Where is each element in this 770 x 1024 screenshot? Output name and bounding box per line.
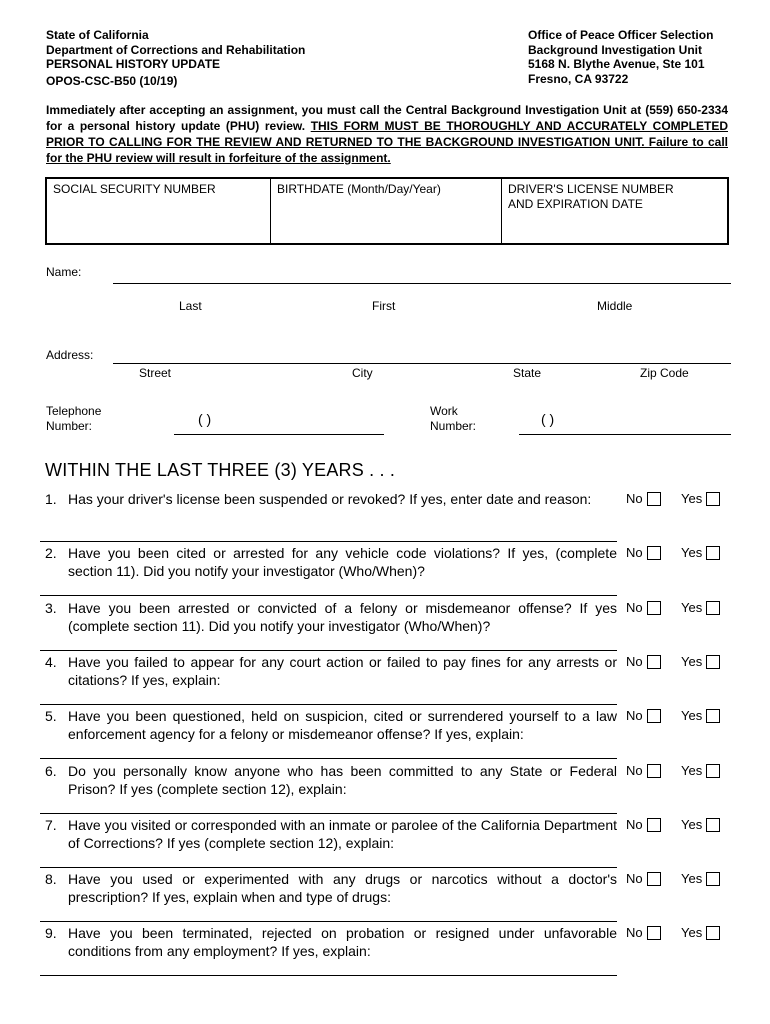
question-4-no-option[interactable] (626, 654, 661, 669)
yes-checkbox[interactable] (706, 655, 720, 669)
yes-label: Yes (681, 817, 703, 832)
birthdate-field[interactable] (271, 179, 502, 243)
question-1-answer-line[interactable] (40, 541, 617, 542)
question-7 (45, 816, 617, 852)
question-6 (45, 762, 617, 798)
yes-checkbox[interactable] (706, 601, 720, 615)
question-2-yes-option[interactable] (681, 545, 720, 560)
question-6-answer-line[interactable] (40, 813, 617, 814)
question-9-answer-line[interactable] (40, 975, 617, 976)
birthdate-label: BIRTHDATE (Month/Day/Year) (277, 182, 441, 196)
question-2-answer-line[interactable] (40, 595, 617, 596)
no-checkbox[interactable] (647, 926, 661, 940)
question-1 (45, 490, 617, 508)
telephone-label-line2: Number: (46, 419, 93, 433)
no-label: No (626, 708, 643, 723)
header-department: Department of Corrections and Rehabilitation (46, 42, 306, 57)
name-first-label: First (372, 299, 396, 313)
question-4 (45, 653, 617, 689)
question-6-yes-option[interactable] (681, 763, 720, 778)
no-checkbox[interactable] (647, 764, 661, 778)
question-6-no-option[interactable] (626, 763, 661, 778)
question-5-no-option[interactable] (626, 708, 661, 723)
question-9-no-option[interactable] (626, 925, 661, 940)
no-label: No (626, 600, 643, 615)
question-3-yes-option[interactable] (681, 600, 720, 615)
question-text: Has your driver's license been suspended or revoked? If yes, enter date and reason: (68, 491, 592, 507)
yes-checkbox[interactable] (706, 926, 720, 940)
question-3-no-option[interactable] (626, 600, 661, 615)
header-state: State of California (46, 28, 149, 42)
address-street-label: Street (139, 366, 172, 380)
address-input-line[interactable] (113, 363, 731, 364)
yes-label: Yes (681, 871, 703, 886)
question-3 (45, 599, 617, 635)
no-checkbox[interactable] (647, 818, 661, 832)
question-5-yes-option[interactable] (681, 708, 720, 723)
question-8-yes-option[interactable] (681, 871, 720, 886)
question-3-answer-line[interactable] (40, 650, 617, 651)
question-number: 6. (45, 763, 57, 779)
telephone-input-line[interactable] (174, 434, 384, 435)
question-number: 2. (45, 545, 57, 561)
question-number: 4. (45, 654, 57, 670)
yes-checkbox[interactable] (706, 546, 720, 560)
question-number: 3. (45, 600, 57, 616)
name-middle-label: Middle (597, 299, 633, 313)
yes-label: Yes (681, 545, 703, 560)
ssn-label: SOCIAL SECURITY NUMBER (53, 182, 216, 196)
no-checkbox[interactable] (647, 546, 661, 560)
header-agency (46, 28, 305, 88)
question-8 (45, 870, 617, 906)
question-4-yes-option[interactable] (681, 654, 720, 669)
no-label: No (626, 871, 643, 886)
address-zip-label: Zip Code (640, 366, 689, 380)
yes-label: Yes (681, 491, 703, 506)
question-number: 9. (45, 925, 57, 941)
work-input-line[interactable] (519, 434, 731, 435)
instructions-warning: THIS FORM MUST BE THOROUGHLY AND ACCURATELY COMPLETED PRIOR TO CALLING FOR THE REVIEW AND RETURNED TO THE BACKGROUND INVESTIGATION UNIT. Failure to call for the PHU review will result in forfeiture of the assignment. (46, 119, 728, 165)
license-label-line1: DRIVER'S LICENSE NUMBER (508, 182, 674, 196)
yes-checkbox[interactable] (706, 492, 720, 506)
question-1-yes-option[interactable] (681, 491, 720, 506)
license-label-line2: AND EXPIRATION DATE (508, 196, 643, 211)
yes-label: Yes (681, 600, 703, 615)
yes-label: Yes (681, 763, 703, 778)
instructions-text: Immediately after accepting an assignment, you must call the Central Background Investigation Unit at (559) 650-2334 for a personal history update (PHU) review. (46, 103, 728, 133)
question-8-no-option[interactable] (626, 871, 661, 886)
question-number: 7. (45, 817, 57, 833)
instructions (46, 102, 728, 166)
question-text: Have you used or experimented with any drugs or narcotics without a doctor's prescription? If yes, explain when and type of drugs: (68, 871, 617, 905)
no-label: No (626, 654, 643, 669)
question-7-yes-option[interactable] (681, 817, 720, 832)
work-label-line1: Work (430, 404, 458, 418)
no-checkbox[interactable] (647, 492, 661, 506)
address-label: Address: (46, 348, 94, 362)
address-state-label: State (513, 366, 542, 380)
telephone-label-line1: Telephone (46, 404, 102, 418)
telephone-area-code: ( ) (198, 411, 212, 427)
question-2-no-option[interactable] (626, 545, 661, 560)
question-number: 8. (45, 871, 57, 887)
question-2 (45, 544, 617, 580)
work-label-line2: Number: (430, 419, 477, 433)
question-text: Have you been questioned, held on suspicion, cited or surrendered yourself to a law enforcement agency for a felony or misdemeanor offense? If yes, explain: (68, 708, 617, 742)
name-input-line[interactable] (113, 283, 731, 284)
header-form-title: PERSONAL HISTORY UPDATE (46, 57, 221, 71)
no-checkbox[interactable] (647, 872, 661, 886)
drivers-license-field[interactable] (502, 179, 727, 243)
work-area-code: ( ) (541, 411, 555, 427)
header-form-number: OPOS-CSC-B50 (10/19) (46, 73, 178, 88)
header-office-name: Office of Peace Officer Selection (528, 28, 714, 42)
question-text: Have you been cited or arrested for any vehicle code violations? If yes, (complete section 11). Did you notify your investigator (Who/When)? (68, 545, 617, 579)
question-text: Have you failed to appear for any court action or failed to pay fines for any arrests or citations? If yes, explain: (68, 654, 617, 688)
header-office (528, 28, 713, 86)
question-5-answer-line[interactable] (40, 758, 617, 759)
no-label: No (626, 545, 643, 560)
question-text: Have you visited or corresponded with an inmate or parolee of the California Department of Corrections? If yes (complete section 12), explain: (68, 817, 617, 851)
question-text: Have you been arrested or convicted of a felony or misdemeanor offense? If yes (complete section 11). Did you notify your investigator (Who/When)? (68, 600, 617, 634)
header-city-zip: Fresno, CA 93722 (528, 71, 629, 86)
no-label: No (626, 817, 643, 832)
question-7-answer-line[interactable] (40, 867, 617, 868)
question-1-no-option[interactable] (626, 491, 661, 506)
question-9 (45, 924, 617, 960)
section-title: WITHIN THE LAST THREE (3) YEARS . . . (45, 460, 396, 480)
yes-checkbox[interactable] (706, 709, 720, 723)
no-checkbox[interactable] (647, 709, 661, 723)
id-info-box (45, 177, 729, 245)
yes-label: Yes (681, 925, 703, 940)
yes-label: Yes (681, 654, 703, 669)
question-number: 1. (45, 491, 57, 507)
no-label: No (626, 491, 643, 506)
no-checkbox[interactable] (647, 601, 661, 615)
name-label: Name: (46, 265, 82, 279)
yes-checkbox[interactable] (706, 872, 720, 886)
question-number: 5. (45, 708, 57, 724)
question-text: Have you been terminated, rejected on probation or resigned under unfavorable conditions from any employment? If yes, explain: (68, 925, 617, 959)
no-label: No (626, 763, 643, 778)
question-text: Do you personally know anyone who has been committed to any State or Federal Prison? If yes (complete section 12), explain: (68, 763, 617, 797)
yes-label: Yes (681, 708, 703, 723)
question-8-answer-line[interactable] (40, 921, 617, 922)
question-7-no-option[interactable] (626, 817, 661, 832)
question-4-answer-line[interactable] (40, 704, 617, 705)
question-5 (45, 707, 617, 743)
no-checkbox[interactable] (647, 655, 661, 669)
yes-checkbox[interactable] (706, 764, 720, 778)
yes-checkbox[interactable] (706, 818, 720, 832)
header-unit: Background Investigation Unit (528, 42, 703, 57)
ssn-field[interactable] (47, 179, 271, 243)
header-street-address: 5168 N. Blythe Avenue, Ste 101 (528, 57, 705, 71)
name-last-label: Last (179, 299, 202, 313)
address-city-label: City (352, 366, 373, 380)
no-label: No (626, 925, 643, 940)
question-9-yes-option[interactable] (681, 925, 720, 940)
